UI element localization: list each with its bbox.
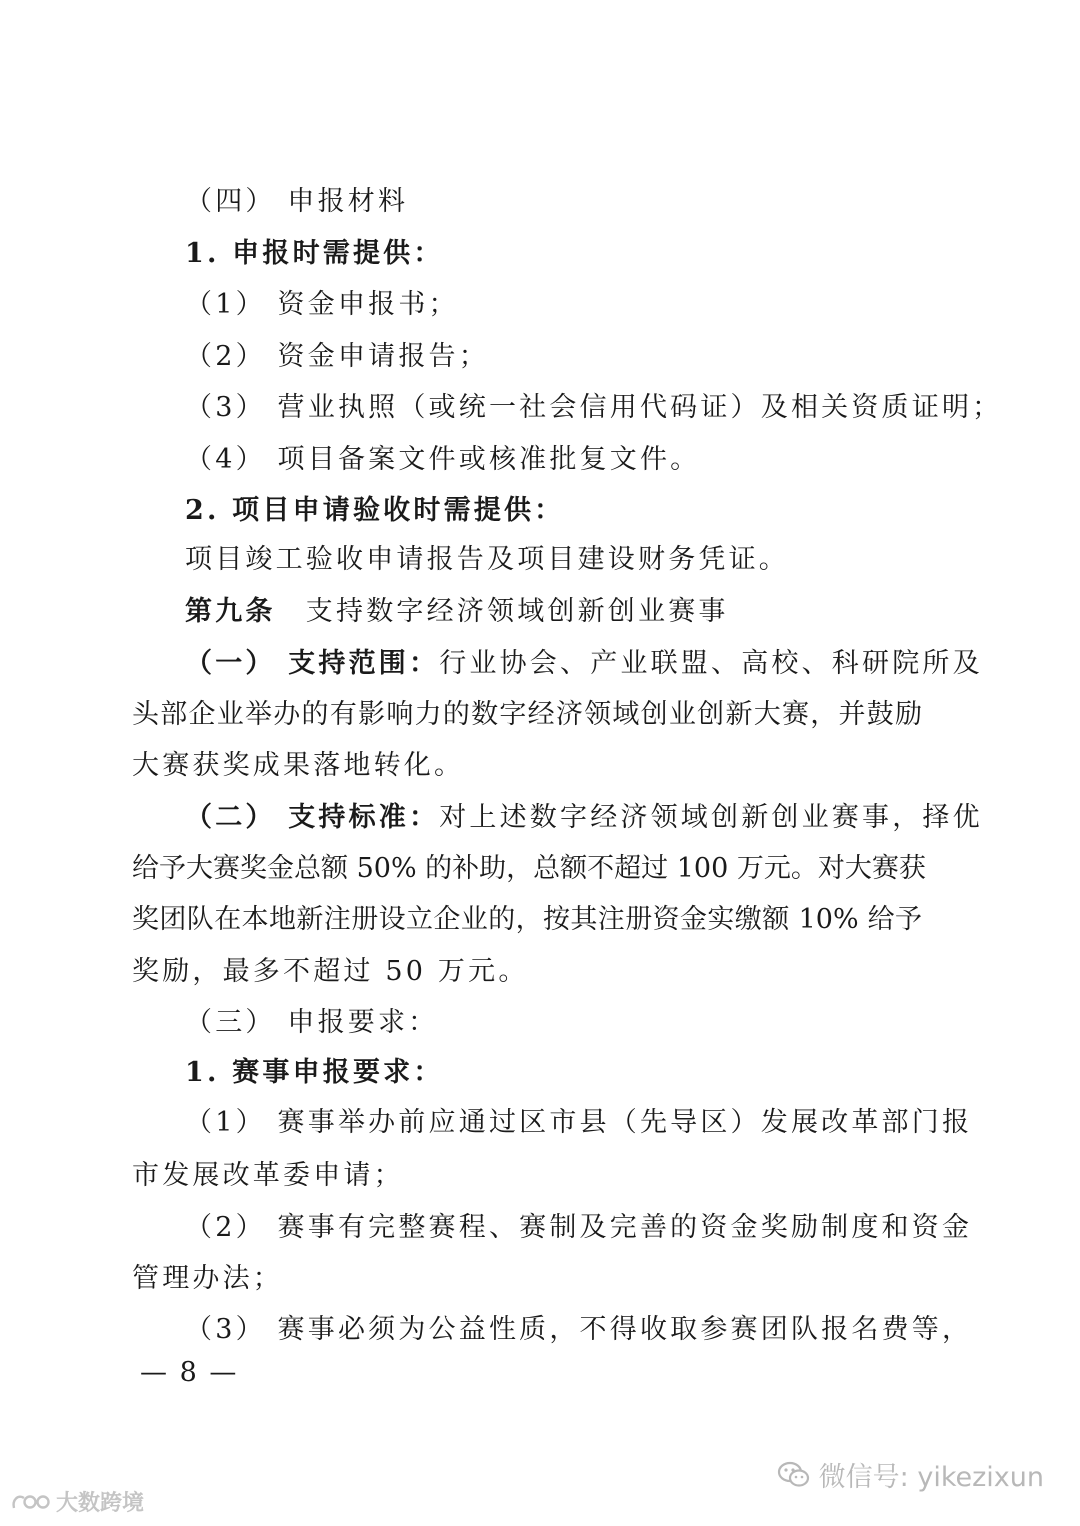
line-12: 大赛获奖成果落地转化。: [132, 750, 465, 781]
brand-text: 大数跨境: [56, 1491, 145, 1516]
support-standard-text: 对上述数字经济领域创新创业赛事，择优: [439, 802, 983, 833]
line-18: 1. 赛事申报要求：: [185, 1057, 444, 1088]
wechat-id-text: 微信号: yikezixun: [818, 1462, 1044, 1493]
line-17: （三） 申报要求：: [185, 1007, 439, 1038]
support-scope-label: （一） 支持范围：: [185, 648, 440, 679]
wechat-icon: [777, 1461, 811, 1489]
line-02: 1. 申报时需提供：: [185, 238, 444, 269]
line-21: （2） 赛事有完整赛程、赛制及完善的资金奖励制度和资金: [185, 1212, 973, 1243]
line-01: （四） 申报材料: [185, 186, 409, 217]
line-06: （4） 项目备案文件或核准批复文件。: [185, 444, 701, 475]
support-standard-label: （二） 支持标准：: [185, 802, 440, 833]
line-14: 给予大赛奖金总额 50% 的补助，总额不超过 100 万元。对大赛获: [132, 853, 926, 884]
line-08: 项目竣工验收申请报告及项目建设财务凭证。: [185, 544, 789, 575]
line-05: （3） 营业执照（或统一社会信用代码证）及相关资质证明；: [185, 392, 1003, 423]
line-16: 奖励，最多不超过 50 万元。: [132, 956, 529, 987]
line-15: 奖团队在本地新注册设立企业的，按其注册资金实缴额 10% 给予: [132, 904, 922, 935]
line-09: [185, 595, 930, 629]
wechat-watermark: [777, 1455, 1044, 1494]
line-20: 市发展改革委申请；: [132, 1160, 404, 1191]
support-scope-text: 行业协会、产业联盟、高校、科研院所及: [439, 648, 983, 679]
line-11: 头部企业举办的有影响力的数字经济领域创业创新大赛，并鼓励: [132, 699, 922, 730]
line-04: （2） 资金申请报告；: [185, 341, 489, 372]
line-10: [185, 647, 983, 681]
line-23: （3） 赛事必须为公益性质，不得收取参赛团队报名费等，: [185, 1314, 973, 1345]
line-07: 2. 项目申请验收时需提供：: [185, 495, 565, 526]
line-13: [185, 801, 983, 835]
brand-icon: [10, 1490, 52, 1514]
article-title: 支持数字经济领域创新创业赛事: [275, 596, 729, 627]
line-19: （1） 赛事举办前应通过区市县（先导区）发展改革部门报: [185, 1107, 973, 1138]
line-03: （1） 资金申报书；: [185, 289, 459, 320]
brand-watermark: [10, 1486, 144, 1517]
page-number: — 8 —: [140, 1357, 239, 1388]
line-22: 管理办法；: [132, 1263, 283, 1294]
article-heading: 第九条: [185, 596, 276, 627]
